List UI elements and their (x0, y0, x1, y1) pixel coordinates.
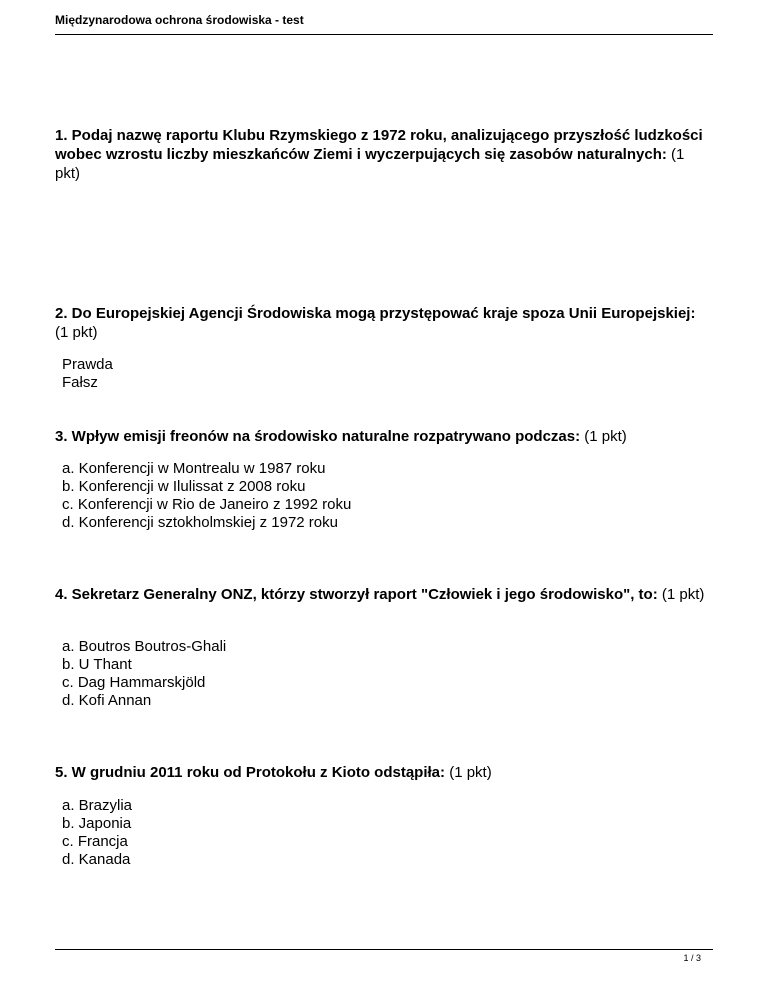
document-header-title: Międzynarodowa ochrona środowiska - test (55, 13, 304, 27)
question-5-text: 5. W grudniu 2011 roku od Protokołu z Kioto odstąpiła: (55, 764, 446, 781)
option-b[interactable]: b. Japonia (62, 815, 132, 832)
option-prawda[interactable]: Prawda (62, 356, 113, 373)
question-3-points: (1 pkt) (584, 428, 627, 445)
question-4-text: 4. Sekretarz Generalny ONZ, którzy stworzył raport "Człowiek i jego środowisko", to: (55, 586, 658, 603)
header-divider (55, 34, 713, 35)
option-d[interactable]: d. Kofi Annan (62, 692, 152, 709)
question-1 (55, 126, 705, 183)
question-3-options (62, 460, 662, 532)
footer-divider (55, 949, 713, 950)
option-b[interactable]: b. Konferencji w Ilulissat z 2008 roku (62, 478, 306, 495)
option-c[interactable]: c. Francja (62, 833, 128, 850)
option-d[interactable]: d. Konferencji sztokholmskiej z 1972 roku (62, 514, 338, 531)
page-number: 1 / 3 (683, 953, 701, 963)
question-4-options (62, 638, 662, 710)
option-a[interactable]: a. Brazylia (62, 797, 133, 814)
question-5-options (62, 797, 662, 869)
question-2-options (62, 356, 662, 392)
question-3-text: 3. Wpływ emisji freonów na środowisko naturalne rozpatrywano podczas: (55, 428, 581, 445)
option-falsz[interactable]: Fałsz (62, 374, 98, 391)
question-2-text: 2. Do Europejskiej Agencji Środowiska mogą przystępować kraje spoza Unii Europejskiej: (55, 305, 696, 322)
question-3 (55, 427, 705, 446)
question-5 (55, 763, 705, 782)
option-b[interactable]: b. U Thant (62, 656, 132, 673)
question-5-points: (1 pkt) (449, 764, 492, 781)
option-a[interactable]: a. Boutros Boutros-Ghali (62, 638, 227, 655)
question-4-points: (1 pkt) (661, 586, 705, 603)
question-2-points: (1 pkt) (55, 324, 98, 341)
option-a[interactable]: a. Konferencji w Montrealu w 1987 roku (62, 460, 326, 477)
question-1-points: (1 pkt) (55, 146, 685, 182)
option-c[interactable]: c. Konferencji w Rio de Janeiro z 1992 roku (62, 496, 352, 513)
option-c[interactable]: c. Dag Hammarskjöld (62, 674, 206, 691)
question-4 (55, 585, 705, 604)
question-1-text: 1. Podaj nazwę raportu Klubu Rzymskiego z 1972 roku, analizującego przyszłość ludzkości wobec wzrostu liczby mieszkańców Ziemi i wyczerpujących się zasobów naturalnych: (55, 127, 703, 163)
option-d[interactable]: d. Kanada (62, 851, 131, 868)
question-2 (55, 304, 705, 342)
